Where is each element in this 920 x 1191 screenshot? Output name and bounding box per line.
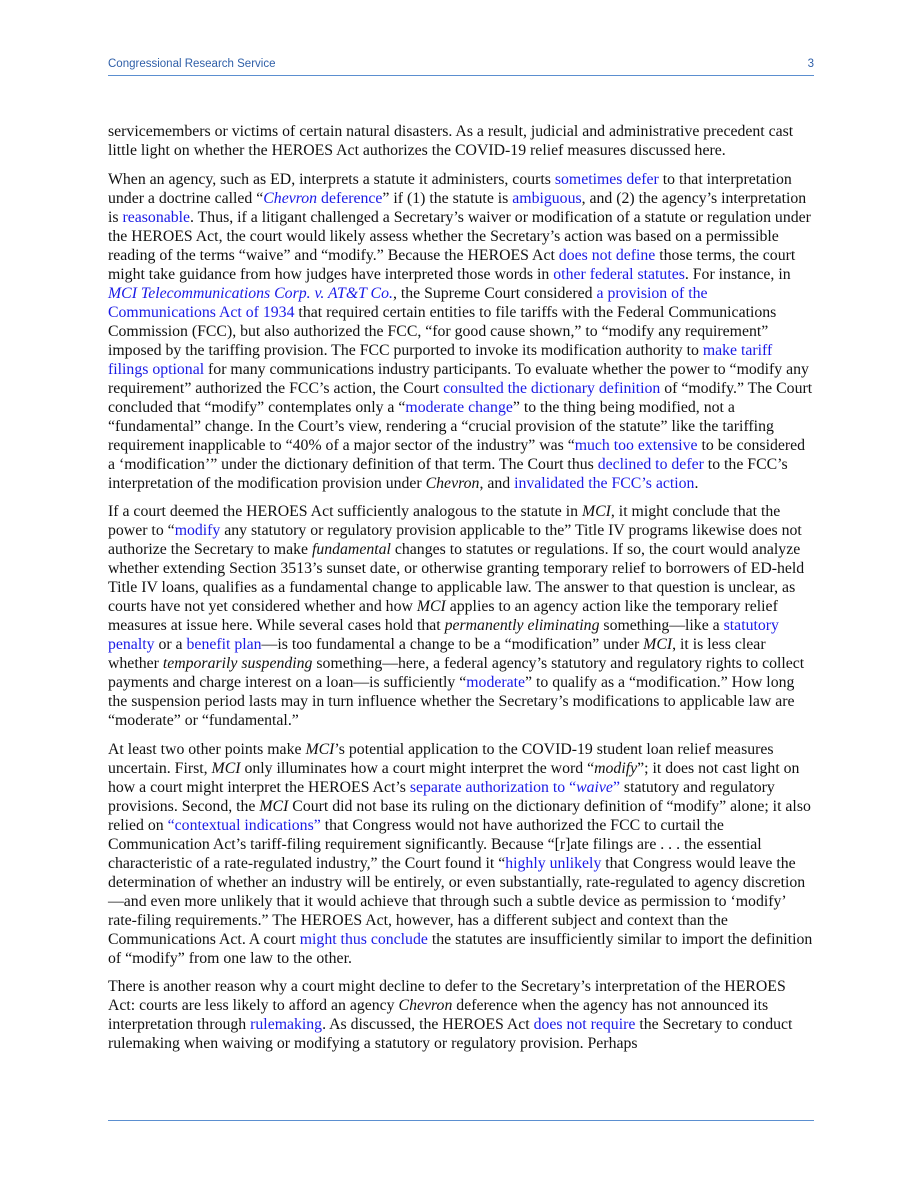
italic-text: fundamental	[311, 541, 391, 558]
citation-link[interactable]: “contextual indications”	[167, 816, 321, 834]
text-run: to that interpretation under a doctrine called “	[108, 170, 792, 207]
text-run: , and	[479, 474, 515, 492]
italic-text: MCI	[416, 598, 446, 615]
text-run: to the FCC’s interpretation of the modification provision under	[108, 455, 788, 492]
text-run: ’s potential application to the COVID-19 student loan relief measures uncertain. First,	[108, 740, 774, 777]
citation-link[interactable]: other federal statutes	[553, 265, 685, 283]
text-run: to be considered a ‘modification’” under the dictionary definition of that term. The Court thus	[108, 436, 806, 473]
citation-link[interactable]: make tariff filings optional	[108, 341, 773, 378]
text-run: only illuminates how a court might interpret the word “	[240, 759, 595, 777]
running-header	[108, 58, 814, 72]
citation-link[interactable]: statutory penalty	[108, 617, 779, 653]
text-run: applies to an agency action like the temporary relief measures at issue here. While several cases hold that	[108, 598, 778, 634]
text-run: that required certain entities to file tariffs with the Federal Communications Commission (FCC), but also authorized the FCC, “for good cause shown,” to “modify any requirement” imposed by the tariffing provision. The FCC purported to invoke its modification authority to	[108, 303, 777, 359]
italic-text: MCI	[259, 797, 289, 815]
citation-link[interactable]: highly unlikely	[505, 854, 602, 872]
text-run: or a	[154, 636, 187, 653]
citation-link[interactable]: does not require	[533, 1016, 636, 1033]
text-run: deference when the agency has not announced its interpretation through	[108, 997, 769, 1033]
citation-link[interactable]: moderate	[466, 674, 526, 691]
paragraph	[108, 170, 814, 493]
citation-link[interactable]: declined to defer	[597, 455, 704, 473]
text-run: the Secretary to conduct rulemaking when waiving or modifying a statutory or regulatory provision. Perhaps	[108, 1016, 793, 1052]
text-run: those terms, the court might take guidance from how judges have interpreted those words in	[108, 246, 796, 283]
text-run: something—like a	[599, 617, 724, 634]
citation-link[interactable]: benefit plan	[186, 636, 262, 653]
text-run: Court did not base its ruling on the dictionary definition of “modify” alone; it also relied on	[108, 797, 811, 834]
italic-text: MCI	[581, 503, 611, 520]
text-run: , it might conclude that the power to “	[108, 503, 781, 539]
citation-link[interactable]: rulemaking	[250, 1016, 323, 1033]
header-source: Congressional Research Service	[108, 58, 276, 70]
text-run: ” if (1) the statute is	[382, 189, 513, 207]
citation-link[interactable]: consulted the dictionary definition	[443, 379, 661, 397]
citation-link[interactable]: moderate change	[405, 398, 513, 416]
italic-text: MCI	[211, 759, 241, 777]
body-text	[108, 122, 814, 1063]
text-run: for many communications industry participants. To evaluate whether the power to “modify any requirement” authorized the FCC’s action, the Court	[108, 360, 809, 397]
text-run: that Congress would leave the determination of whether an industry will be entirely, or even substantially, rate-regulated to agency discretion—and even more unlikely that it would achieve that through such a subtle device as permission to ‘modify’ rate-filing requirements.” The HEROES Act, however, has a different subject and context than the Communications Act. A court	[108, 854, 806, 948]
italic-text: Chevron	[398, 997, 453, 1014]
paragraph	[108, 977, 814, 1053]
text-run: that Congress would not have authorized the FCC to curtail the Communication Act’s tariff-filing requirement significantly. Because “[r]ate filings are . . . the essential characteristic of a rate-regulated industry,” the Court found it “	[108, 816, 762, 872]
text-run: ” to the thing being modified, not a “fundamental” change. In the Court’s view, rendering a “crucial provision of the statute” like the tariffing requirement inapplicable to “40% of a major sector of the industry” was “	[108, 398, 774, 454]
text-run: ”; it does not cast light on how a court might interpret the HEROES Act’s	[108, 759, 800, 796]
text-run: .	[694, 474, 699, 492]
text-run: If a court deemed the HEROES Act sufficiently analogous to the statute in	[108, 503, 582, 520]
citation-link[interactable]: modify	[174, 522, 221, 539]
text-run: , the Supreme Court considered	[392, 284, 597, 302]
citation-link[interactable]: sometimes defer	[554, 170, 659, 188]
text-run: There is another reason why a court might decline to defer to the Secretary’s interpretation of the HEROES Act: courts are less likely to afford an agency	[108, 978, 786, 1014]
citation-link[interactable]: does not define	[558, 246, 656, 264]
text-run: . As discussed, the HEROES Act	[322, 1016, 534, 1033]
text-run: statutory and regulatory provisions. Second, the	[108, 778, 775, 815]
italic-text: permanently eliminating	[444, 617, 600, 634]
citation-link[interactable]: Chevron	[263, 189, 318, 207]
citation-link[interactable]: invalidated the FCC’s action	[514, 474, 695, 492]
italic-text: Chevron	[425, 474, 480, 492]
citation-link[interactable]: might thus conclude	[299, 930, 428, 948]
citation-link[interactable]: MCI Telecommunications Corp. v. AT&T Co.	[108, 284, 393, 302]
text-run: When an agency, such as ED, interprets a statute it administers, courts	[108, 170, 555, 188]
italic-text: temporarily suspending	[162, 655, 313, 672]
italic-text: MCI	[305, 740, 335, 758]
text-run: changes to statutes or regulations. If so, the court would analyze whether extending Section 3513’s sunset date, or otherwise granting temporary relief to borrowers of ED-held Title IV loans, qualifies as a fundamental change to applicable law. The answer to that question is unclear, as courts have not yet considered whether and how	[108, 541, 805, 615]
citation-link[interactable]: separate authorization to “	[409, 778, 577, 796]
text-run: any statutory or regulatory provision applicable to the” Title IV programs likewise does not authorize the Secretary to make	[108, 522, 802, 558]
header-rule	[108, 75, 814, 76]
paragraph	[108, 502, 814, 730]
citation-link[interactable]: deference	[317, 189, 383, 207]
citation-link[interactable]: waive	[576, 778, 613, 796]
text-run: At least two other points make	[108, 740, 306, 758]
citation-link[interactable]: much too extensive	[574, 436, 698, 454]
page-number: 3	[807, 58, 814, 70]
text-run: —is too fundamental a change to be a “modification” under	[261, 636, 644, 653]
text-run: , and (2) the agency’s interpretation is	[108, 189, 807, 226]
text-run: ” to qualify as a “modification.” How long the suspension period lasts may in turn influence whether the Secretary’s modifications to applicable law are “moderate” or “fundamental.”	[108, 674, 795, 729]
paragraph	[108, 122, 814, 160]
italic-text: modify	[594, 759, 638, 777]
citation-link[interactable]: ambiguous	[512, 189, 582, 207]
italic-text: MCI	[643, 636, 673, 653]
citation-link[interactable]: reasonable	[122, 208, 191, 226]
paragraph	[108, 740, 814, 968]
text-run: . Thus, if a litigant challenged a Secretary’s waiver or modification of a statute or regulation under the HEROES Act, the court would likely assess whether the Secretary’s action was based on a permissible reading of the terms “waive” and “modify.” Because the HEROES Act	[108, 208, 811, 264]
text-run: , it is less clear whether	[108, 636, 766, 672]
text-run: the statutes are insufficiently similar to import the definition of “modify” from one law to the other.	[108, 930, 813, 967]
citation-link[interactable]: ”	[612, 778, 620, 796]
citation-link[interactable]: a provision of the Communications Act of 1934	[108, 284, 708, 321]
text-run: . For instance, in	[684, 265, 791, 283]
text-run: something—here, a federal agency’s statutory and regulatory rights to collect payments and charge interest on a loan—is sufficiently “	[108, 655, 805, 691]
text-run: of “modify.” The Court concluded that “modify” contemplates only a “	[108, 379, 813, 416]
text-run: servicemembers or victims of certain natural disasters. As a result, judicial and administrative precedent cast little light on whether the HEROES Act authorizes the COVID-19 relief measures discussed here.	[108, 123, 794, 159]
footer-rule	[108, 1120, 814, 1121]
